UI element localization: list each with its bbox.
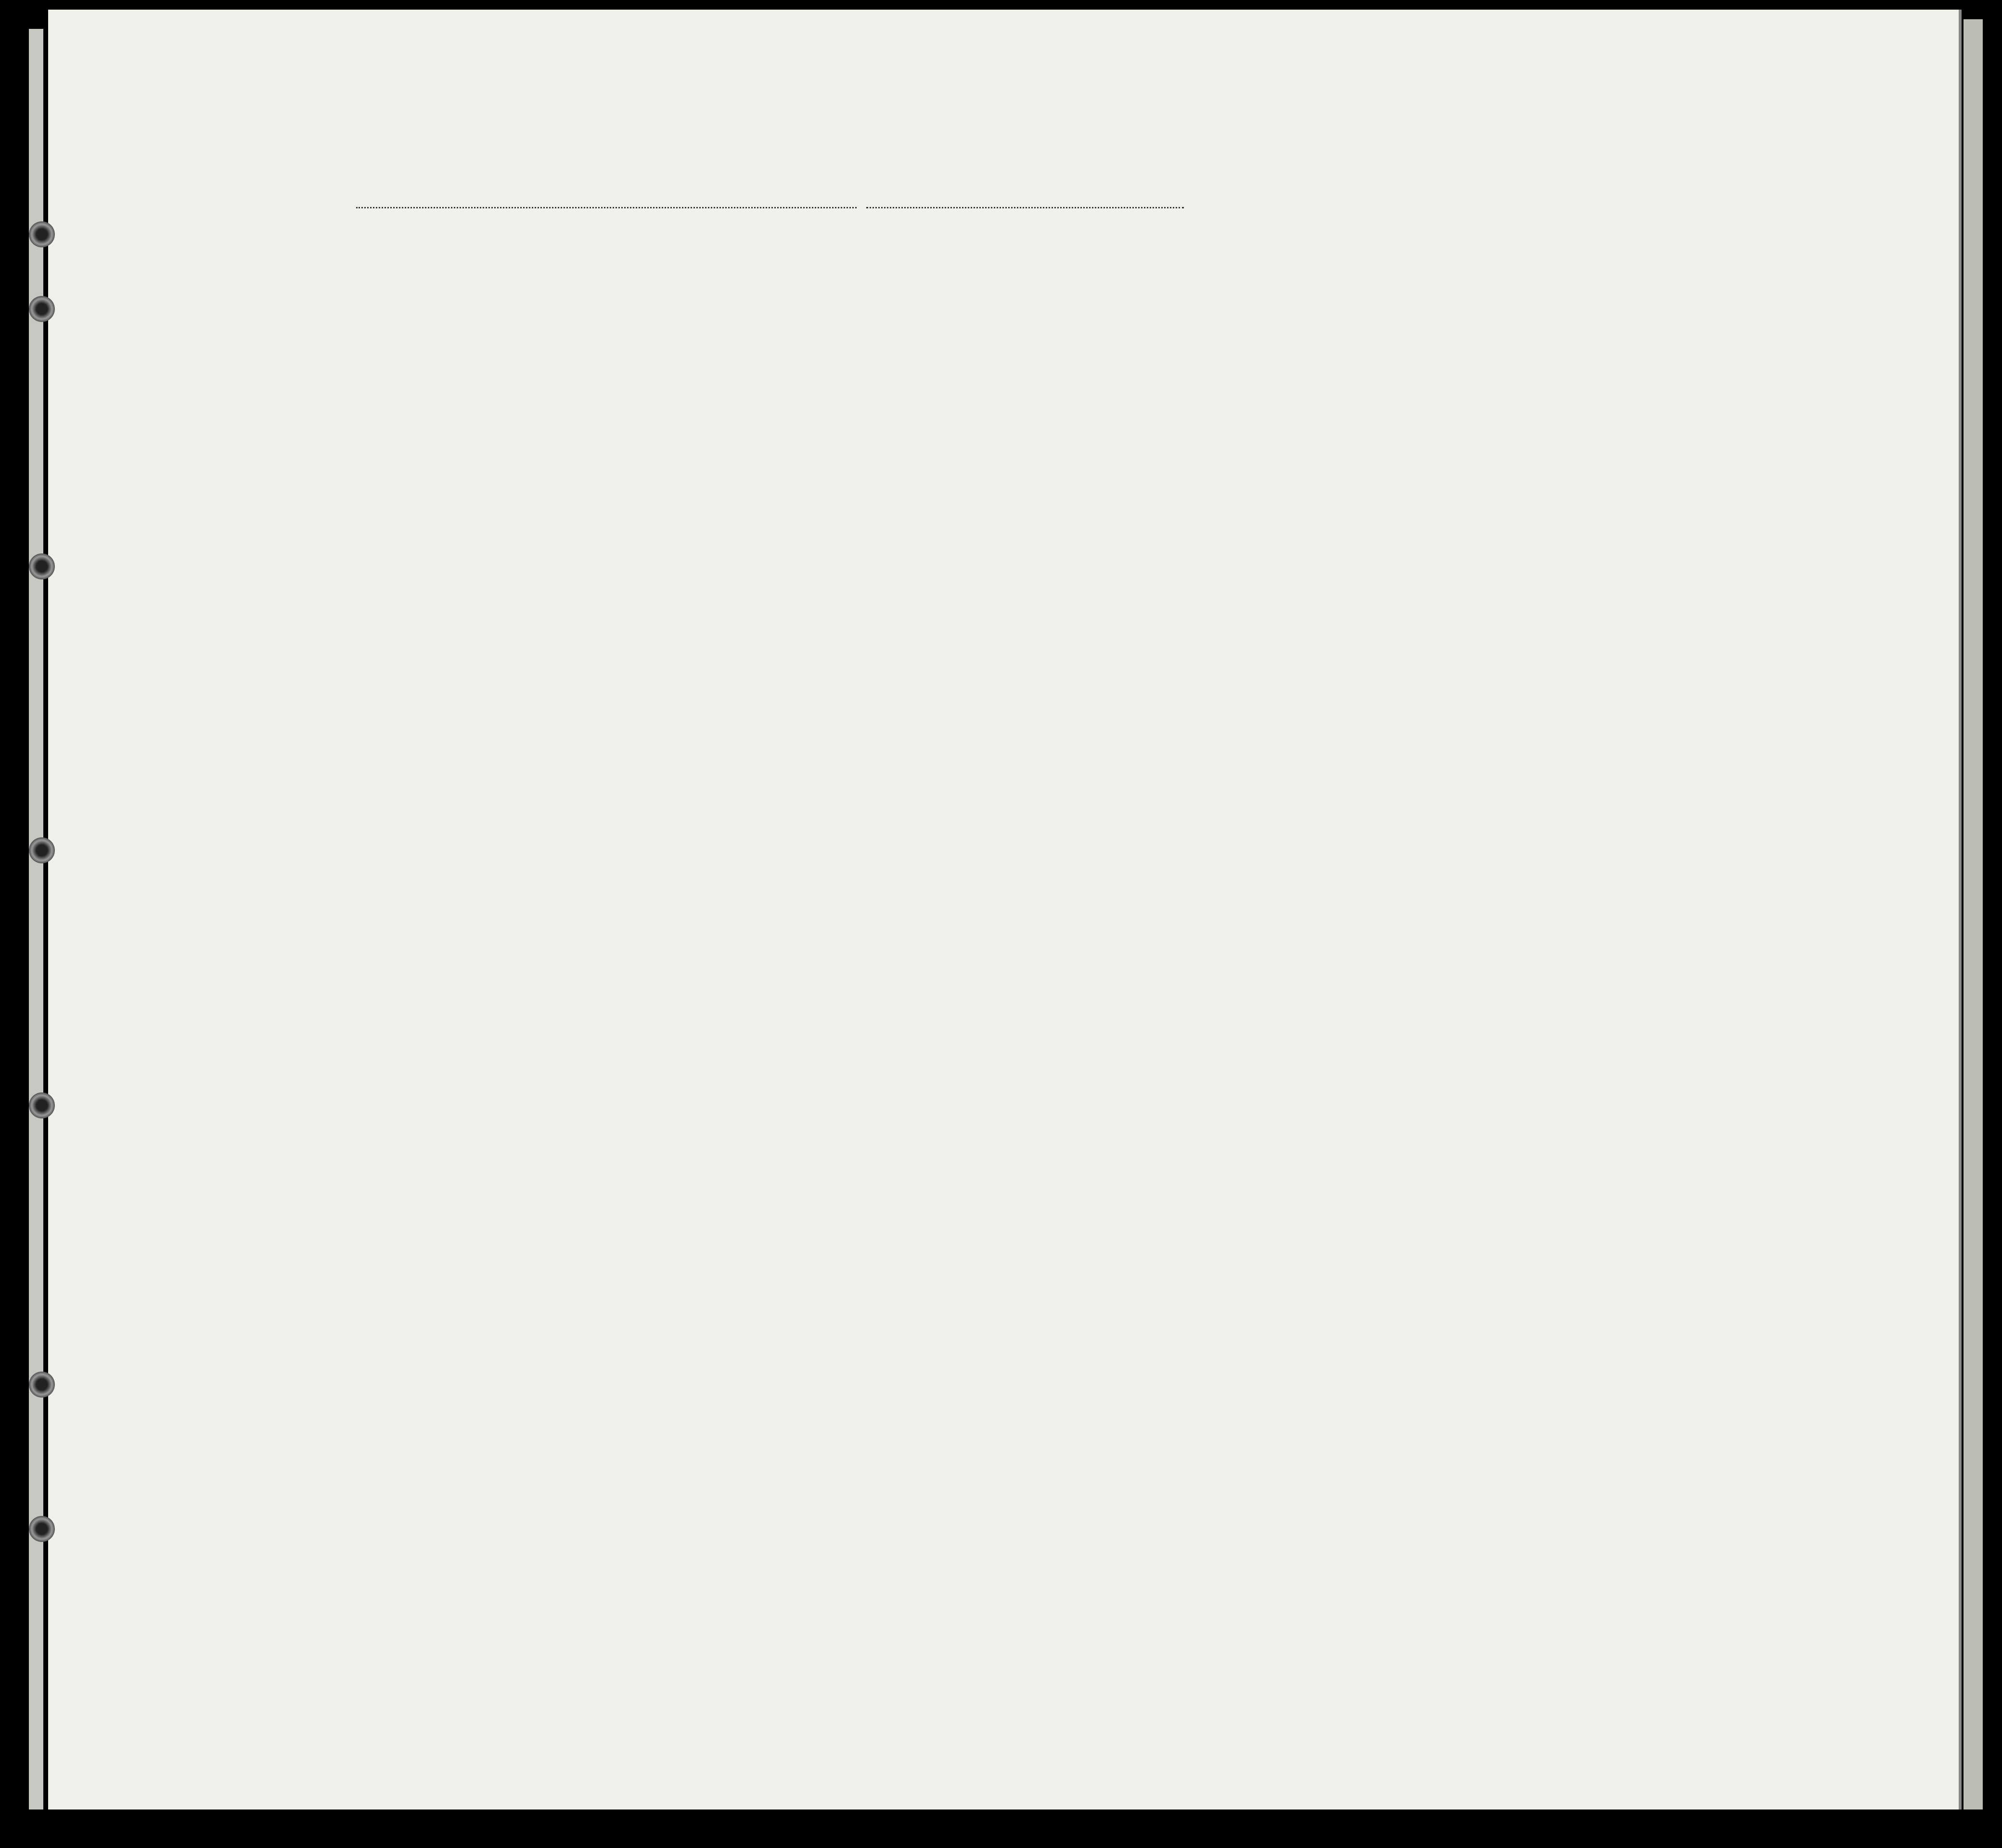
- binder-hole: [29, 296, 55, 322]
- port-blank: [356, 207, 857, 208]
- date-blank: [866, 207, 1184, 208]
- binder-hole: [29, 1092, 55, 1118]
- binder-hole: [29, 221, 55, 247]
- page-stack-edge-right: [1964, 19, 1983, 1810]
- manifest-page: [48, 10, 1962, 1810]
- binder-hole: [29, 553, 55, 579]
- binder-hole: [29, 1372, 55, 1398]
- binder-hole: [29, 837, 55, 863]
- binder-hole: [29, 1516, 55, 1542]
